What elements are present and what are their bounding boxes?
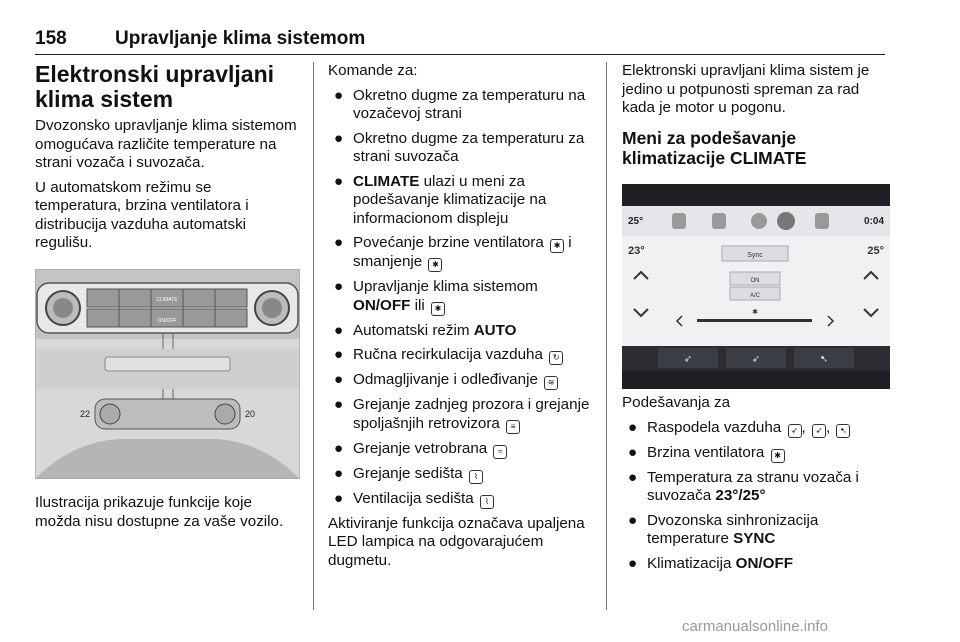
defrost-icon: ≋ <box>544 376 558 390</box>
controls-intro: Komande za: <box>328 62 418 79</box>
home-icon[interactable] <box>777 212 795 230</box>
column-1 <box>35 62 300 537</box>
sync-label: Sync <box>747 251 763 259</box>
auto-mode-paragraph: U automatskom režimu se temperatura, brzina ventilatora i distribucija vazduha automatski regulišu. <box>35 178 249 251</box>
menu-heading: Meni za podešavanje klimatizacije CLIMATE <box>622 127 807 168</box>
dash-temp-left: 22 <box>79 408 90 419</box>
list-item: ● Ručna recirkulacija vazduha ↻ <box>328 346 593 365</box>
ac-label: A/C <box>749 292 761 299</box>
fan-speed-icon: ✱ <box>771 449 785 463</box>
figure-caption: Ilustracija prikazuje funkcije koje možda nisu dostupne za vaše vozilo. <box>35 494 284 530</box>
recirculation-icon: ↻ <box>549 351 563 365</box>
seat-heat-icon: ⌇ <box>469 470 483 484</box>
list-item: ● Grejanje zadnjeg prozora i grejanje spoljašnjih retrovizora ≡ <box>334 396 590 432</box>
list-item: ● CLIMATE ulazi u meni za podešavanje klimatizacije na informacionom displeju <box>334 172 547 227</box>
page-header <box>35 28 885 55</box>
page-number: 158 <box>35 28 67 49</box>
watermark: carmanualsonline.info <box>682 618 828 635</box>
controls-list <box>328 87 593 509</box>
list-item: ● Dvozonska sinhronizacija temperature SYNC <box>628 511 819 547</box>
dash-onoff-label: ON/OFF <box>157 317 177 324</box>
list-item: ● Temperatura za stranu vozača i suvozača 23°/25° <box>628 468 859 504</box>
windscreen-heat-icon: ≈ <box>493 445 507 459</box>
rear-window-heat-icon: ≡ <box>506 420 520 434</box>
list-item: ● Grejanje vetrobrana ≈ <box>328 440 593 459</box>
intro-paragraph: Dvozonsko upravljanje klima sistemom omogućava različite temperature na strani vozača i suvozača. <box>35 117 297 171</box>
list-item: ● Grejanje sedišta ⌇ <box>328 465 593 484</box>
air-distribution-feet-icon: ➷ <box>836 424 850 438</box>
list-item: ● Brzina ventilatora ✱ <box>622 444 890 463</box>
fan-down-icon: ✱ <box>428 258 442 272</box>
screen-clock: 0:04 <box>863 215 884 227</box>
list-item: ● Povećanje brzine ventilatora ✱ i smanjenje ✱ <box>334 234 572 270</box>
dash-temp-right: 20 <box>245 408 256 419</box>
dashboard-illustration <box>35 269 300 479</box>
climate-menu-screenshot <box>622 184 890 389</box>
on-label: ON <box>750 277 760 284</box>
list-item: ● Odmagljivanje i odleđivanje ≋ <box>328 371 593 390</box>
screen-temp-left: 23° <box>628 244 645 257</box>
air-face-icon: ➶ <box>683 353 693 365</box>
column-2 <box>328 62 593 576</box>
nav-icon[interactable] <box>751 213 767 229</box>
dash-climate-label: CLIMATE <box>156 296 178 303</box>
settings-list <box>622 419 890 574</box>
list-item: ● Automatski režim AUTO <box>334 321 517 339</box>
list-item: ● Okretno dugme za temperaturu na vozačevoj strani <box>334 86 586 122</box>
chapter-title: Upravljanje klima sistemom <box>115 28 366 49</box>
section-heading: Elektronski upravljani klima sistem <box>35 61 275 112</box>
climate-icon[interactable] <box>815 213 829 229</box>
list-item: ● Okretno dugme za temperaturu za strani suvozača <box>334 129 585 165</box>
fan-speed-slider[interactable] <box>697 319 812 322</box>
column-3 <box>622 62 890 579</box>
column-divider-2 <box>606 62 607 610</box>
fan-up-icon: ✱ <box>550 239 564 253</box>
list-item: ● Klimatizacija ON/OFF <box>628 554 793 572</box>
air-distribution-face-icon: ➶ <box>788 424 802 438</box>
led-paragraph: Aktiviranje funkcija označava upaljena LED lampica na odgovarajućem dugmetu. <box>328 514 585 569</box>
settings-intro: Podešavanja za <box>622 394 731 411</box>
engine-paragraph: Elektronski upravljani klima sistem je jedino u potpunosti spreman za rad kada je motor u pogonu. <box>622 62 870 116</box>
music-icon[interactable] <box>672 213 686 229</box>
screen-outside-temp: 25° <box>628 215 644 227</box>
list-item: ● Ventilacija sedišta ⌇ <box>328 490 593 509</box>
list-item: ● Raspodela vazduha ➶ , ➶ , ➷ <box>622 419 890 438</box>
phone-icon[interactable] <box>712 213 726 229</box>
air-feet-icon: ➷ <box>819 353 829 365</box>
seat-vent-icon: ⌇ <box>480 495 494 509</box>
column-divider-1 <box>313 62 314 610</box>
list-item: ● Upravljanje klima sistemom ON/OFF ili ✱ <box>334 278 538 314</box>
air-distribution-body-icon: ➶ <box>812 424 826 438</box>
fan-icon: ✱ <box>752 307 758 316</box>
air-body-icon: ➶ <box>751 353 761 365</box>
fan-off-icon: ✱ <box>431 302 445 316</box>
screen-temp-right: 25° <box>867 244 884 257</box>
